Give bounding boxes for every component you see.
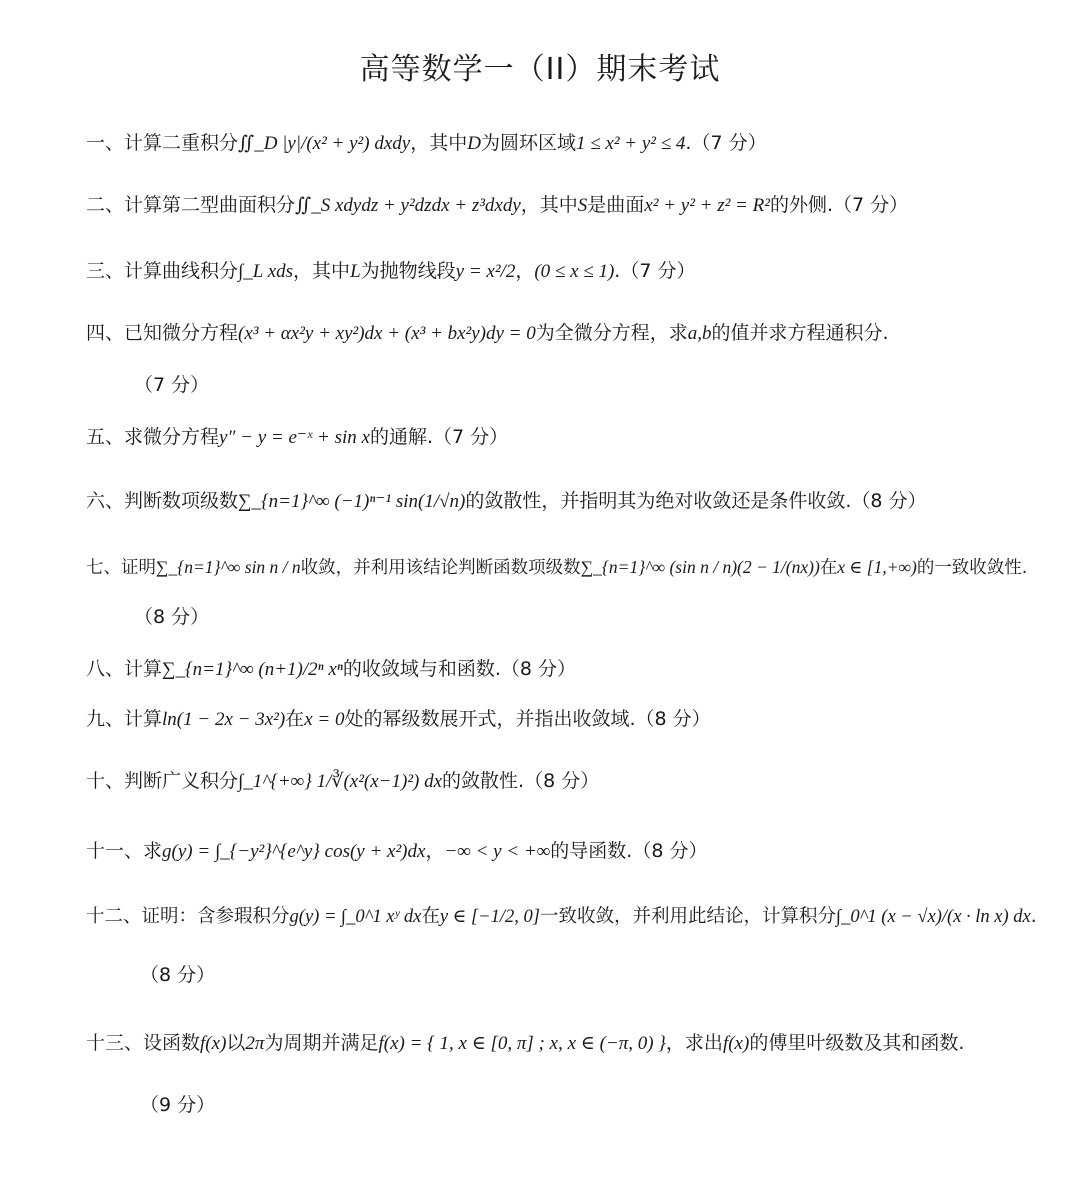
question-text-2: ，其中 [293, 260, 351, 282]
question-7-points: （8 分） [134, 606, 210, 628]
question-points: （8 分） [500, 658, 576, 680]
question-math: g(y) = ∫_{−y²}^{e^y} cos(y + x²)dx [162, 841, 426, 862]
question-points: （8 分） [632, 840, 708, 862]
question-text-3: 为周期并满足 [264, 1032, 379, 1054]
question-number: 十二、 [86, 906, 142, 927]
question-8 [86, 654, 966, 685]
question-points: （8 分） [635, 708, 711, 730]
question-math: ∬_S xdydz + y²dzdx + z³dxdy [295, 195, 521, 216]
question-13-points: （9 分） [140, 1094, 216, 1116]
question-math-2: ∑_{n=1}^∞ (sin n / n)(2 − 1/(nx)) [580, 557, 820, 577]
question-math-2: −∞ < y < +∞ [444, 841, 551, 862]
question-text-2: 为全微分方程，求 [535, 322, 688, 344]
question-2 [86, 190, 966, 221]
question-text: 判断数项级数 [124, 490, 239, 512]
question-number: 三、 [86, 260, 125, 282]
question-text-4: ， [515, 260, 535, 282]
question-number: 一、 [86, 132, 125, 154]
question-text-5: 的傅里叶级数及其和函数. [749, 1032, 965, 1054]
question-math-3: y = x²/2 [455, 261, 516, 282]
question-text-2: 的敛散性. [442, 770, 525, 792]
question-text-2: 收敛，并利用该结论判断函数项级数 [300, 558, 581, 578]
question-number: 八、 [86, 658, 125, 680]
question-math: y″ − y = e⁻ˣ + sin x [219, 427, 370, 448]
question-text-3: 的值并求方程通积分. [711, 322, 889, 344]
question-text-3: 为圆环区域 [480, 132, 576, 154]
question-number: 十三、 [86, 1032, 144, 1054]
question-text-4: ，求出 [665, 1032, 723, 1054]
question-text-2: ，其中 [410, 132, 468, 154]
question-math-2: D [467, 133, 481, 154]
question-12-points: （8 分） [140, 964, 216, 986]
question-points: .（7 分） [614, 260, 696, 282]
question-3 [86, 256, 966, 287]
question-math-3: 1 ≤ x² + y² ≤ 4 [575, 133, 686, 154]
question-text-2: 的通解. [369, 426, 434, 448]
question-text-3: 一致收敛，并利用此结论，计算积分 [540, 906, 837, 927]
question-math: ln(1 − 2x − 3x²) [162, 709, 286, 730]
question-number: 九、 [86, 708, 125, 730]
question-text: 设函数 [143, 1032, 201, 1054]
question-math: f(x) [200, 1033, 227, 1054]
question-math-2: y ∈ [−1/2, 0] [439, 907, 541, 927]
question-text-2: 以 [226, 1032, 246, 1054]
question-math-3: f(x) = { 1, x ∈ [0, π] ; x, x ∈ (−π, 0) } [378, 1033, 666, 1054]
question-points: （8 分） [524, 770, 600, 792]
question-math-2: S [577, 195, 588, 216]
question-6 [86, 486, 966, 517]
question-number: 二、 [86, 194, 125, 216]
question-math: ∬_D |y|/(x² + y²) dxdy [238, 133, 411, 154]
question-text-3: 为抛物线段 [360, 260, 456, 282]
question-points: （7 分） [433, 426, 509, 448]
question-number: 十一、 [86, 840, 144, 862]
question-text: 计算二重积分 [124, 132, 239, 154]
question-4-points: （7 分） [134, 374, 210, 396]
question-math-3: x ∈ [1,+∞) [837, 557, 917, 577]
question-11 [86, 836, 966, 867]
question-text-3: 处的幂级数展开式，并指出收敛域. [344, 708, 636, 730]
question-math-2: 2π [245, 1033, 265, 1054]
question-text-2: 的敛散性，并指明其为绝对收敛还是条件收敛. [465, 490, 852, 512]
question-text: 求 [143, 840, 163, 862]
question-math: ∑_{n=1}^∞ sin n / n [156, 557, 301, 577]
question-text-3: 在 [819, 558, 838, 578]
question-text: 已知微分方程 [124, 322, 239, 344]
question-text-3: 的导函数. [550, 840, 633, 862]
question-text-2: ， [425, 840, 445, 862]
exam-title: 高等数学一（II）期末考试 [359, 52, 721, 87]
question-math: ∑_{n=1}^∞ (n+1)/2ⁿ xⁿ [162, 659, 343, 680]
question-text-4: 的外侧. [769, 194, 833, 216]
question-number: 六、 [86, 490, 125, 512]
question-13 [86, 1028, 966, 1059]
question-text: 证明：含参瑕积分 [141, 906, 290, 927]
question-text-4: . [1030, 906, 1037, 927]
question-text-2: 的收敛域与和函数. [342, 658, 501, 680]
question-7 [86, 552, 1028, 583]
question-math: ∫_1^{+∞} 1/∛(x²(x−1)²) dx [238, 771, 443, 792]
question-points: （7 分） [832, 194, 909, 216]
question-text: 计算 [124, 708, 163, 730]
question-text-4: 的一致收敛性. [916, 558, 1028, 578]
question-text: 证明 [121, 558, 156, 578]
question-math-2: L [350, 261, 361, 282]
question-points: （8 分） [851, 490, 927, 512]
question-12 [86, 902, 1037, 932]
question-points: .（7 分） [685, 132, 767, 154]
question-math-4: (0 ≤ x ≤ 1) [534, 261, 615, 282]
question-number: 十、 [86, 770, 125, 792]
question-text-2: ，其中 [520, 194, 578, 216]
question-number: 七、 [86, 558, 121, 578]
question-text: 计算第二型曲面积分 [124, 194, 296, 216]
question-number: 四、 [86, 322, 125, 344]
question-math-3: x² + y² + z² = R² [644, 195, 770, 216]
question-text-3: 是曲面 [587, 194, 645, 216]
question-5 [86, 422, 966, 453]
question-9 [86, 704, 966, 735]
question-1 [86, 128, 966, 159]
question-text: 计算 [124, 658, 163, 680]
question-math: (x³ + αx²y + xy²)dx + (x³ + bx²y)dy = 0 [238, 323, 536, 344]
question-10 [86, 766, 966, 797]
question-math: g(y) = ∫_0^1 xʸ dx [289, 907, 422, 927]
question-math-2: x = 0 [304, 709, 345, 730]
question-text: 计算曲线积分 [124, 260, 239, 282]
question-text: 求微分方程 [124, 426, 220, 448]
question-math: ∑_{n=1}^∞ (−1)ⁿ⁻¹ sin(1/√n) [238, 491, 466, 512]
question-4 [86, 318, 966, 349]
question-text-2: 在 [421, 906, 440, 927]
question-math-4: f(x) [722, 1033, 750, 1054]
question-number: 五、 [86, 426, 125, 448]
question-math: ∫_L xds [238, 261, 294, 282]
question-math-2: a,b [687, 323, 712, 344]
question-math-3: ∫_0^1 (x − √x)/(x · ln x) dx [836, 907, 1031, 927]
question-text: 判断广义积分 [124, 770, 239, 792]
question-text-2: 在 [285, 708, 305, 730]
